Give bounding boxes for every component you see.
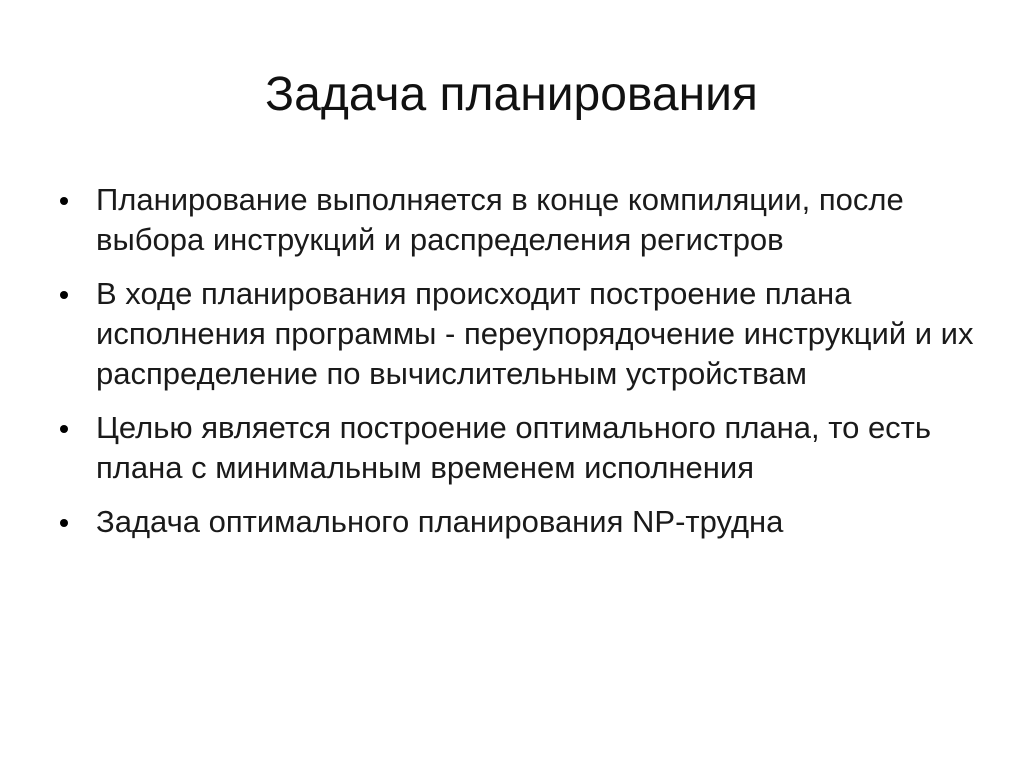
bullet-text: Задача оптимального планирования NP-трудна (96, 504, 784, 539)
bullet-text: В ходе планирования происходит построение плана исполнения программы - переупорядочение инструкций и их распределение по вычислительным устройствам (96, 276, 974, 391)
bullet-item (60, 274, 1000, 394)
bullet-item (60, 408, 1000, 488)
slide-title: Задача планирования (265, 68, 758, 121)
bullet-point-icon (60, 425, 68, 433)
bullet-text: Целью является построение оптимального плана, то есть плана с минимальным временем исполнения (96, 410, 932, 485)
bullet-point-icon (60, 519, 68, 527)
bullet-item (60, 502, 1000, 542)
bullet-point-icon (60, 197, 68, 205)
bullet-item (60, 180, 1000, 260)
bullet-list (60, 180, 1000, 556)
bullet-point-icon (60, 291, 68, 299)
bullet-text: Планирование выполняется в конце компиляции, после выбора инструкций и распределения регистров (96, 182, 904, 257)
